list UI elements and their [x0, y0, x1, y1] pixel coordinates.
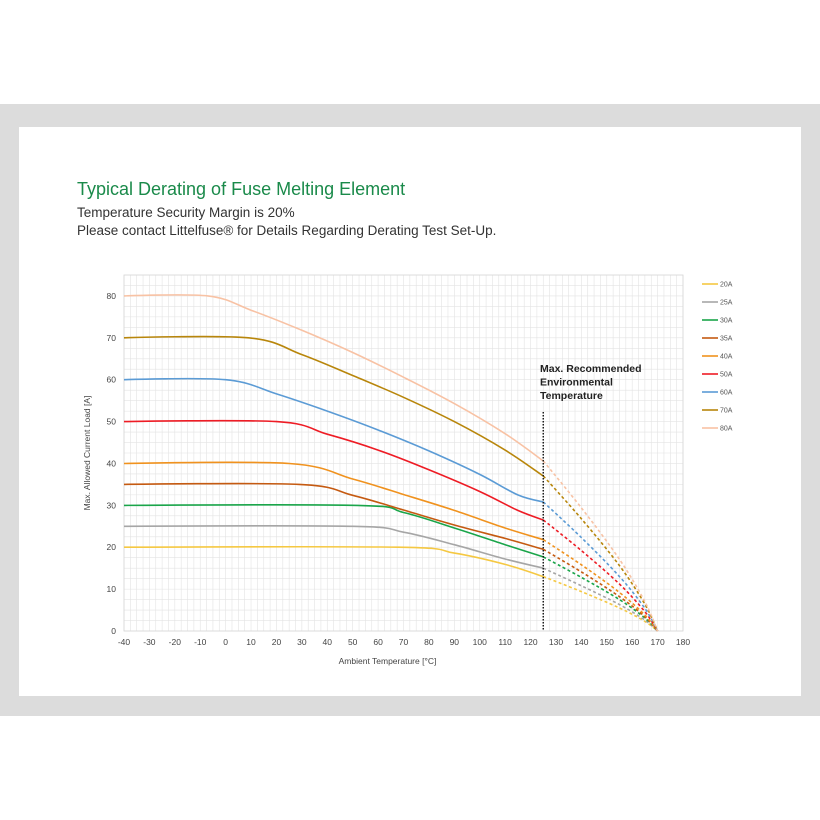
y-tick-label: 20 [106, 542, 116, 553]
y-tick-label: 60 [106, 374, 116, 385]
legend-label-35A: 35A [720, 335, 733, 343]
x-tick-label: 100 [472, 637, 487, 647]
x-tick-label: 30 [297, 637, 307, 647]
x-tick-label: 60 [373, 637, 383, 647]
x-tick-label: 40 [322, 637, 333, 647]
legend-label-20A: 20A [720, 281, 733, 289]
annotation-text-line: Max. Recommended [540, 363, 642, 375]
x-tick-label: -20 [168, 637, 181, 647]
x-tick-label: 130 [548, 637, 564, 647]
y-tick-label: 80 [106, 290, 116, 301]
legend-label-80A: 80A [720, 425, 733, 433]
legend-label-30A: 30A [720, 317, 733, 325]
y-tick-label: 50 [106, 416, 116, 427]
x-tick-label: 150 [599, 637, 614, 647]
x-tick-label: 170 [650, 637, 665, 647]
x-tick-label: -30 [143, 637, 156, 647]
annotation-layer [540, 363, 642, 631]
x-axis-label: Ambient Temperature [°C] [338, 656, 437, 666]
x-tick-label: 180 [675, 637, 691, 647]
legend-label-50A: 50A [720, 371, 733, 379]
x-tick-label: 140 [574, 637, 589, 647]
y-axis-label: Max. Allowed Current Load [A] [82, 395, 92, 511]
legend-label-40A: 40A [720, 353, 733, 361]
x-tick-label: 80 [424, 637, 434, 647]
y-tick-label: 40 [106, 458, 116, 469]
x-tick-label: 0 [223, 637, 229, 647]
x-tick-label: 20 [271, 637, 282, 647]
x-tick-label: -40 [117, 637, 131, 647]
axis-layer [82, 291, 690, 666]
x-tick-label: 160 [625, 637, 640, 647]
x-tick-label: 50 [347, 637, 358, 647]
annotation-text-line: Temperature [540, 390, 603, 402]
y-tick-label: 10 [106, 584, 116, 595]
y-tick-label: 0 [111, 626, 116, 636]
annotation-text-line: Environmental [540, 376, 613, 389]
legend-label-70A: 70A [720, 407, 733, 415]
x-tick-label: 90 [449, 637, 460, 647]
x-tick-label: -10 [194, 637, 207, 647]
x-tick-label: 120 [523, 637, 538, 647]
x-tick-label: 110 [498, 637, 512, 647]
y-tick-label: 70 [106, 332, 116, 343]
legend-label-60A: 60A [720, 389, 733, 397]
page-title: Typical Derating of Fuse Melting Element [77, 179, 406, 199]
x-tick-label: 10 [246, 637, 256, 647]
x-tick-label: 70 [398, 637, 409, 647]
legend-layer [702, 282, 733, 433]
y-tick-label: 30 [106, 500, 116, 511]
subtitle-contact: Please contact Littelfuse® for Details Regarding Derating Test Set-Up. [77, 223, 497, 238]
subtitle-margin: Temperature Security Margin is 20% [77, 205, 295, 220]
legend-label-25A: 25A [720, 299, 733, 307]
